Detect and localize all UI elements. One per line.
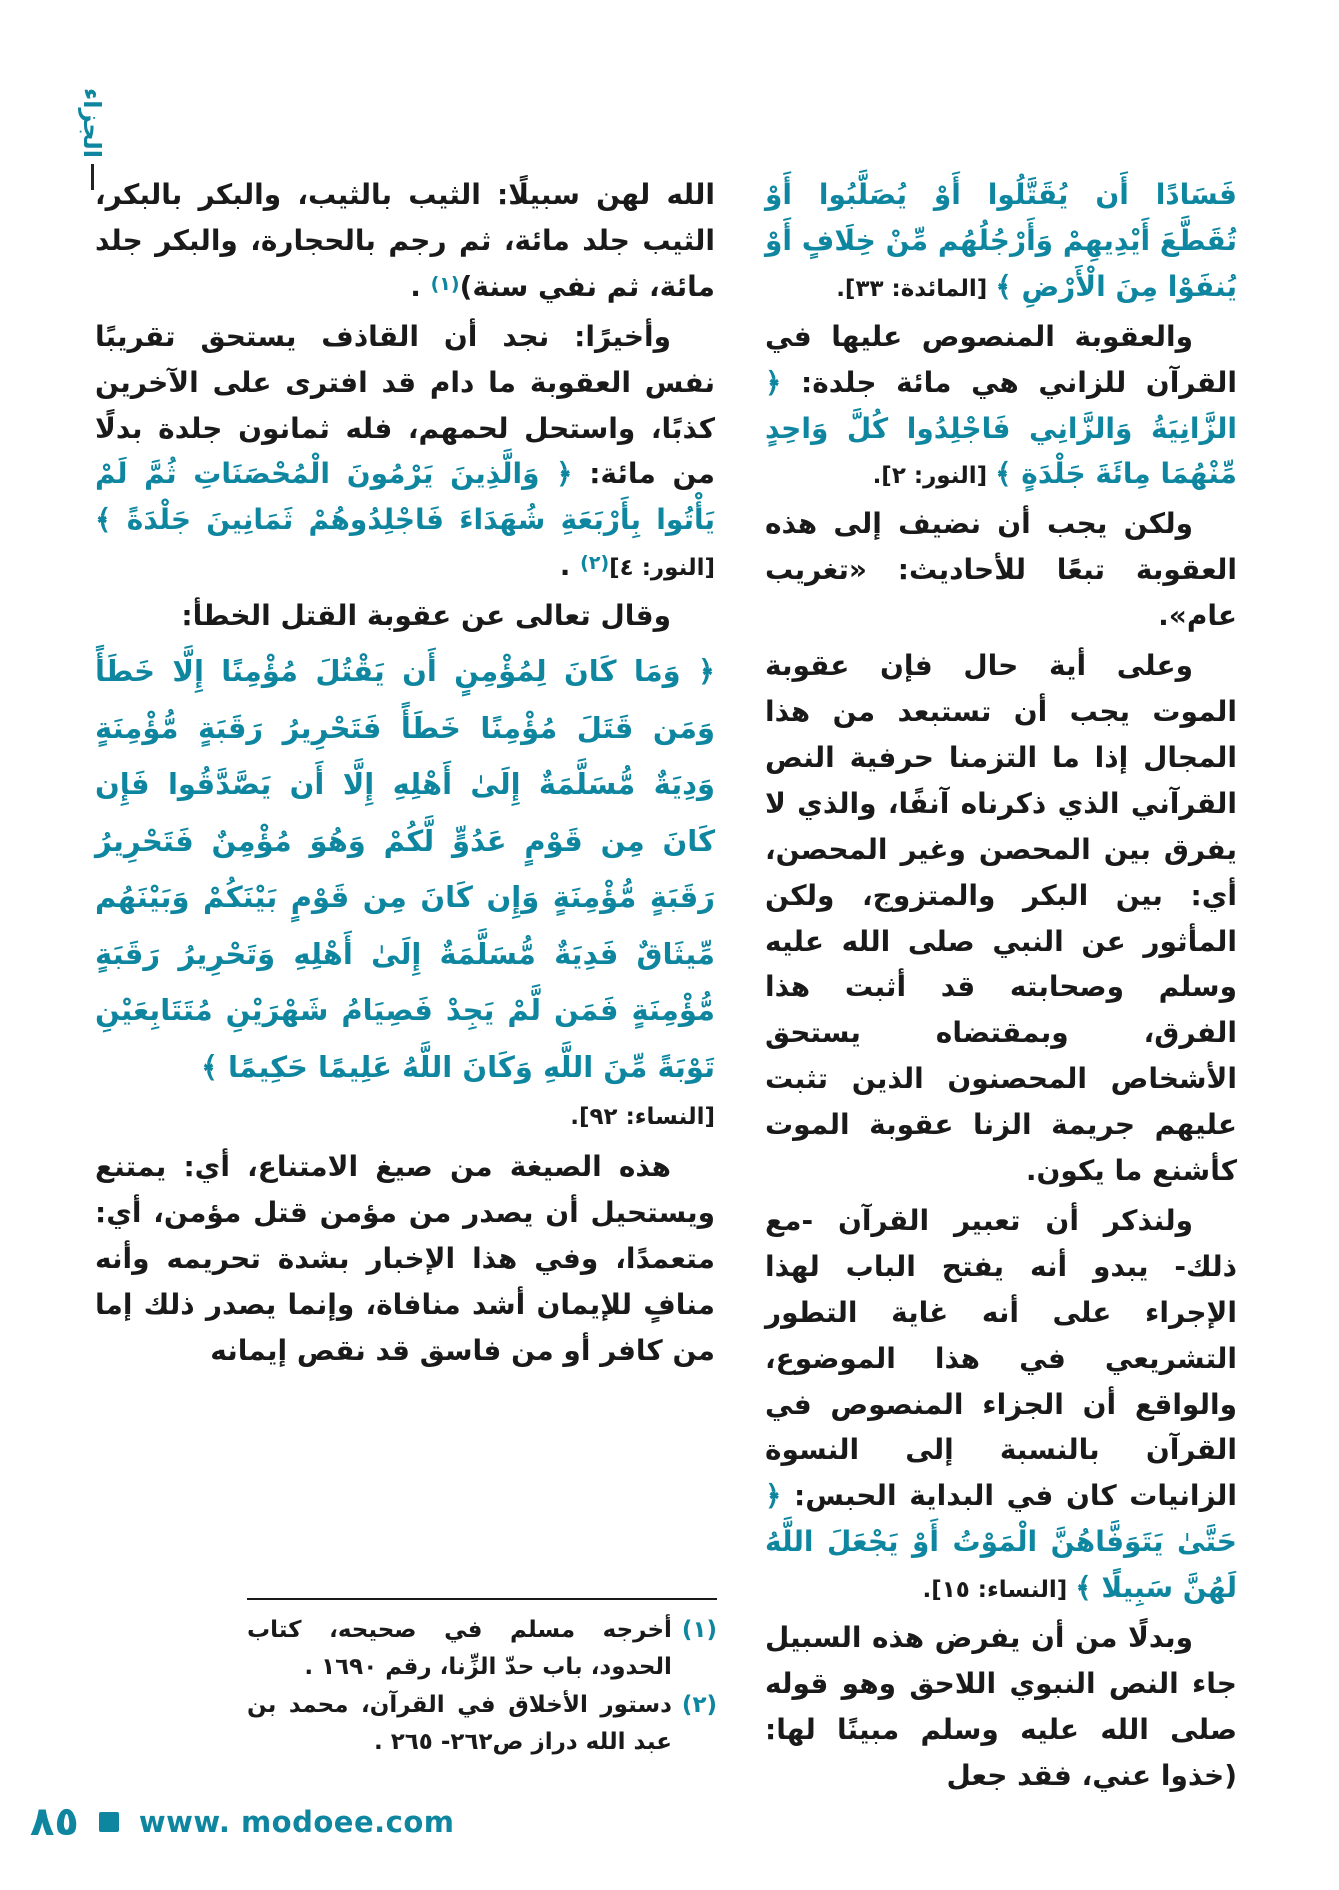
side-label-divider: [91, 164, 94, 190]
footnote-number: (٢): [681, 1691, 717, 1718]
body-text: وبدلًا من أن يفرض هذه السبيل جاء النص النبوي اللاحق وهو قوله صلى الله عليه وسلم مبينًا لها: (خذوا عني، فقد جعل: [765, 1621, 1237, 1792]
footnotes-list: [247, 1612, 717, 1761]
body-text: ولكن يجب أن نضيف إلى هذه العقوبة تبعًا للأحاديث: «تغريب عام».: [765, 507, 1237, 633]
footnote: [247, 1687, 717, 1762]
body-text: ولنذكر أن تعبير القرآن -مع ذلك- يبدو أنه يفتح الباب لهذا الإجراء على أنه غاية التطور التشريعي في هذا الموضوع، والواقع أن الجزاء المنصوص في القرآن بالنسبة إلى النسوة الزانيات كان في البداية الحبس:: [765, 1203, 1237, 1513]
footnote-marker: (١): [430, 272, 460, 295]
quran-verse: ﴿ الزَّانِيَةُ وَالزَّانِي فَاجْلِدُوا كُلَّ وَاحِدٍ مِّنْهُمَا مِائَةَ جَلْدَةٍ ﴾: [765, 365, 1237, 491]
body-text: والعقوبة المنصوص عليها في القرآن للزاني هي مائة جلدة:: [765, 319, 1237, 399]
paragraph: [765, 1615, 1237, 1799]
verse-reference: [النساء: ٩٢].: [570, 1104, 715, 1131]
column-right: [765, 172, 1237, 1803]
paragraph: [95, 643, 715, 1140]
quran-verse: فَسَادًا أَن يُقَتَّلُوا أَوْ يُصَلَّبُوا أَوْ تُقَطَّعَ أَيْدِيهِمْ وَأَرْجُلُهُم مِّنْ خِلَافٍ أَوْ يُنفَوْا مِنَ الْأَرْضِ ﴾: [765, 178, 1237, 303]
paragraph: [95, 314, 715, 589]
quran-verse: ﴿ حَتَّىٰ يَتَوَفَّاهُنَّ الْمَوْتُ أَوْ يَجْعَلَ اللَّهُ لَهُنَّ سَبِيلًا ﴾: [765, 1479, 1237, 1605]
website-text: www. modoee.com: [138, 1805, 455, 1839]
body-text: وعلى أية حال فإن عقوبة الموت يجب أن تستبعد من هذا المجال إذا ما التزمنا حرفية النص القرآني الذي ذكرناه آنفًا، والذي لا يفرق بين المحصن وغير المحصن، أي: بين البكر والمتزوج، ولكن المأثور عن النبي صلى الله عليه وسلم وصحابته قد أثبت هذا الفرق، وبمقتضاه يستحق الأشخاص المحصنون الذين تثبت عليهم جريمة الزنا عقوبة الموت كأشنع ما يكون.: [765, 649, 1237, 1188]
footnote-separator: [247, 1598, 717, 1600]
footnote: [247, 1612, 717, 1687]
footnotes-section: [95, 1598, 717, 1761]
body-text: وقال تعالى عن عقوبة القتل الخطأ:: [181, 599, 671, 633]
body-text: وأخيرًا: نجد أن القاذف يستحق تقريبًا نفس العقوبة ما دام قد افترى على الآخرين كذبًا، واستحل لحمهم، فله ثمانون جلدة بدلًا من مائة:: [95, 319, 715, 491]
paragraph: [95, 593, 715, 639]
footnote-text: أخرجه مسلم في صحيحه، كتاب الحدود، باب حدّ الزِّنا، رقم ١٦٩٠ .: [247, 1617, 672, 1681]
quran-verse: ﴿ وَالَّذِينَ يَرْمُونَ الْمُحْصَنَاتِ ثُمَّ لَمْ يَأْتُوا بِأَرْبَعَةِ شُهَدَاءَ فَاجْلِدُوهُمْ ثَمَانِينَ جَلْدَةً ﴾: [95, 457, 715, 537]
paragraph: [95, 1144, 715, 1374]
quran-verse: ﴿ وَمَا كَانَ لِمُؤْمِنٍ أَن يَقْتُلَ مُؤْمِنًا إِلَّا خَطَأً وَمَن قَتَلَ مُؤْمِنًا خَطَأً فَتَحْرِيرُ رَقَبَةٍ مُّؤْمِنَةٍ وَدِيَةٌ مُّسَلَّمَةٌ إِلَىٰ أَهْلِهِ إِلَّا أَن يَصَّدَّقُوا فَإِن كَانَ مِن قَوْمٍ عَدُوٍّ لَّكُمْ وَهُوَ مُؤْمِنٌ فَتَحْرِيرُ رَقَبَةٍ مُّؤْمِنَةٍ وَإِن كَانَ مِن قَوْمٍ بَيْنَكُمْ وَبَيْنَهُم مِّيثَاقٌ فَدِيَةٌ مُّسَلَّمَةٌ إِلَىٰ أَهْلِهِ وَتَحْرِيرُ رَقَبَةٍ مُّؤْمِنَةٍ فَمَن لَّمْ يَجِدْ فَصِيَامُ شَهْرَيْنِ مُتَتَابِعَيْنِ تَوْبَةً مِّنَ اللَّهِ وَكَانَ اللَّهُ عَلِيمًا حَكِيمًا ﴾: [95, 654, 715, 1084]
verse-reference: [النور: ٢].: [872, 463, 996, 490]
paragraph: [95, 172, 715, 310]
verse-reference: [النساء: ١٥].: [922, 1577, 1076, 1604]
page-footer: [30, 1799, 455, 1845]
footer-square-icon: [99, 1812, 119, 1832]
verse-reference: [النور: ٤]: [609, 555, 715, 582]
paragraph: [765, 643, 1237, 1194]
paragraph: [765, 1198, 1237, 1611]
page-number: ٨٥: [30, 1799, 79, 1845]
footnote-marker: (٢): [580, 552, 610, 575]
verse-reference: [المائدة: ٣٣].: [836, 275, 996, 302]
paragraph: [765, 314, 1237, 498]
paragraph: [765, 172, 1237, 310]
paragraph: [765, 501, 1237, 639]
footnote-number: (١): [681, 1617, 717, 1643]
body-text: هذه الصيغة من صيغ الامتناع، أي: يمتنع ويستحيل أن يصدر من مؤمن قتل مؤمن، أي: متعمدًا، وفي هذا الإخبار بشدة تحريمه وأنه منافٍ للإيمان أشد منافاة، وإنما يصدر ذلك إما من كافر أو من فاسق قد نقص إيمانه: [95, 1150, 715, 1367]
text-columns: [95, 172, 1237, 1803]
side-label-text: الجزاء: [78, 88, 106, 158]
footnote-text: دستور الأخلاق في القرآن، محمد بن عبد الله دراز ص٢٦٢- ٢٦٥ .: [247, 1691, 672, 1755]
body-text: .: [410, 269, 431, 303]
body-text: الله لهن سبيلًا: الثيب بالثيب، والبكر بالبكر، الثيب جلد مائة، ثم رجم بالحجارة، والبكر جلد مائة، ثم نفي سنة): [95, 178, 715, 303]
column-left: [95, 172, 715, 1803]
body-text: .: [559, 549, 581, 583]
